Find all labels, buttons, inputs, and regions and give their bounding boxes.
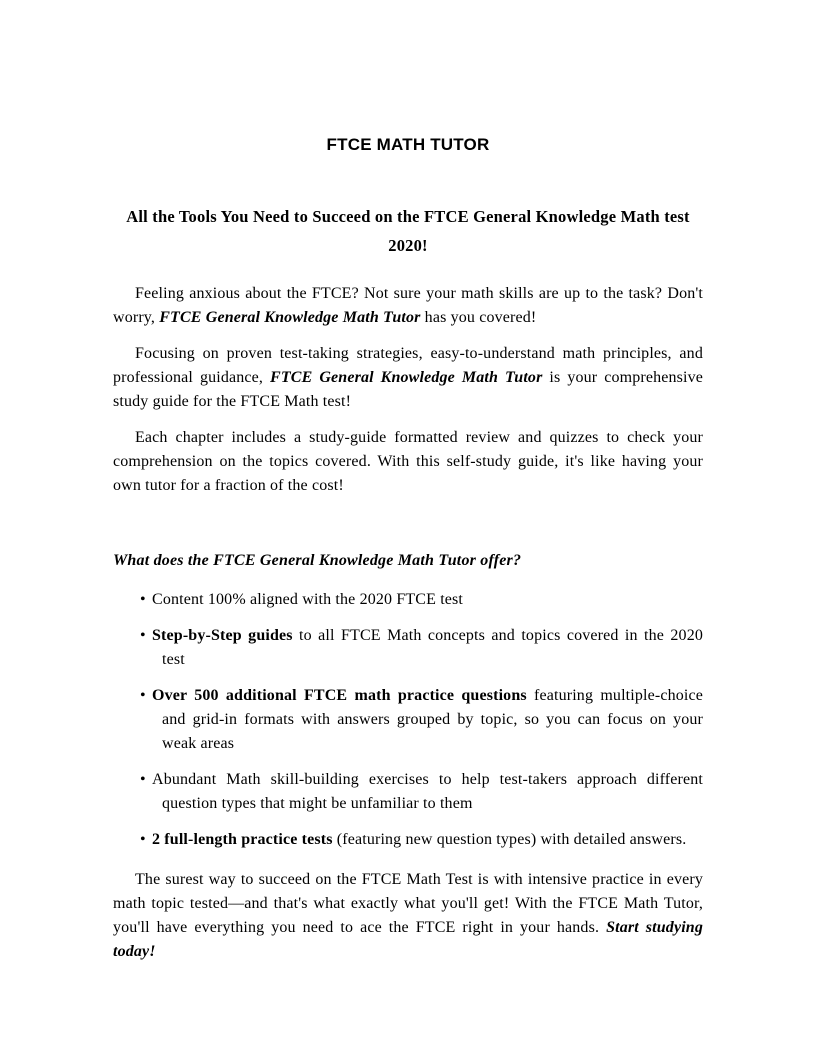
list-item-text: (featuring new question types) with detailed answers. [332,831,687,848]
list-item [113,588,703,612]
list-item-text: Abundant Math skill-building exercises to help test-takers approach different question types that might be unfamiliar to them [152,771,703,812]
paragraph-chapters: Each chapter includes a study-guide formatted review and quizzes to check your comprehension on the topics covered. With this self-study guide, it's like having your own tutor for a fraction of the cost! [113,429,703,494]
list-item-text: Content 100% aligned with the 2020 FTCE test [152,591,464,608]
paragraph-intro-text-1: Feeling anxious about the FTCE? Not sure your math skills are up to the task? Don't worry, [113,285,703,326]
section-heading-offer: What does the FTCE General Knowledge Math Tutor offer? [113,552,522,569]
feature-bullet-list [113,572,703,852]
call-to-action-emphasis: Start studying today! [113,919,703,960]
page-title: FTCE MATH TUTOR [326,135,490,154]
bullet-icon: • [140,627,146,644]
list-item [113,828,703,852]
paragraph-focus-text-1: Focusing on proven test-taking strategies, easy-to-understand math principles, and professional guidance, [113,345,703,386]
paragraph-intro-text-2: has you covered! [420,309,537,326]
bullet-icon: • [140,771,146,788]
list-item [113,768,703,816]
list-item-bold: Over 500 additional FTCE math practice questions [152,687,527,704]
paragraph-focus-text-2: is your comprehensive study guide for the FTCE Math test! [113,369,704,410]
document-content [113,0,703,964]
list-item [113,684,703,756]
book-title-emphasis-1: FTCE General Knowledge Math Tutor [159,309,421,326]
bullet-icon: • [140,831,146,848]
paragraph-focus [113,342,703,414]
list-item-bold: 2 full-length practice tests [152,831,333,848]
list-item-text: featuring multiple-choice and grid-in formats with answers grouped by topic, so you can focus on your weak areas [162,687,703,752]
paragraph-closing-text: The surest way to succeed on the FTCE Math Test is with intensive practice in every math topic tested—and that's what exactly what you'll get! With the FTCE Math Tutor, you'll have everything you need to ace the FTCE right in your hands. [113,871,703,936]
page-subtitle: All the Tools You Need to Succeed on the FTCE General Knowledge Math test 2020! [126,207,690,255]
list-item-text: to all FTCE Math concepts and topics covered in the 2020 test [162,627,703,668]
paragraph-intro [113,282,703,330]
list-item-bold: Step-by-Step guides [152,627,293,644]
paragraph-closing [113,852,703,964]
list-item [113,624,703,672]
book-title-emphasis-2: FTCE General Knowledge Math Tutor [270,369,543,386]
bullet-icon: • [140,591,146,608]
bullet-icon: • [140,687,146,704]
